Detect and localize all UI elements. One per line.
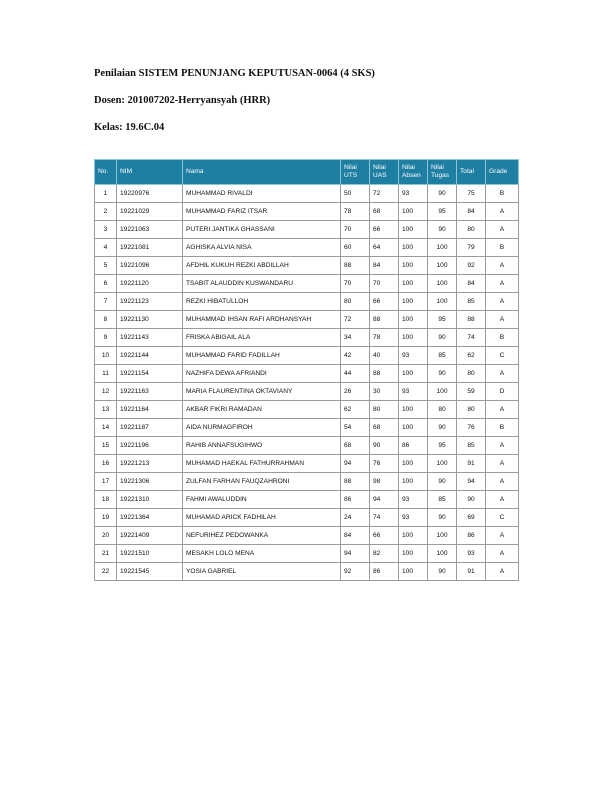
cell-tugas: 100: [428, 239, 457, 257]
cell-absen: 93: [399, 347, 428, 365]
cell-uas: 86: [370, 563, 399, 581]
cell-uts: 72: [341, 311, 370, 329]
cell-nim: 19221143: [117, 329, 183, 347]
cell-no: 20: [95, 527, 117, 545]
cell-tugas: 100: [428, 383, 457, 401]
cell-no: 10: [95, 347, 117, 365]
cell-nama: AKBAR FIKRI RAMADAN: [183, 401, 341, 419]
table-row: [95, 491, 519, 509]
cell-tugas: 95: [428, 203, 457, 221]
col-header-uas: Nilai UAS: [370, 160, 399, 185]
cell-total: 75: [457, 185, 486, 203]
cell-absen: 100: [399, 239, 428, 257]
grades-table: [94, 159, 519, 581]
cell-absen: 100: [399, 365, 428, 383]
cell-nama: MUHAMAD ARICK FADHILAH: [183, 509, 341, 527]
cell-absen: 93: [399, 185, 428, 203]
cell-nama: PUTERI JANTIKA GHASSANI: [183, 221, 341, 239]
cell-nim: 19221409: [117, 527, 183, 545]
table-row: [95, 365, 519, 383]
cell-tugas: 100: [428, 275, 457, 293]
cell-nim: 19221130: [117, 311, 183, 329]
cell-total: 91: [457, 455, 486, 473]
table-row: [95, 239, 519, 257]
table-row: [95, 311, 519, 329]
cell-total: 79: [457, 239, 486, 257]
cell-nim: 19221163: [117, 383, 183, 401]
cell-nim: 19221306: [117, 473, 183, 491]
cell-absen: 100: [399, 329, 428, 347]
cell-no: 9: [95, 329, 117, 347]
cell-absen: 93: [399, 491, 428, 509]
cell-tugas: 100: [428, 545, 457, 563]
col-header-nim: NIM: [117, 160, 183, 185]
cell-tugas: 80: [428, 401, 457, 419]
cell-nama: MESAKH LOLO MENA: [183, 545, 341, 563]
cell-uts: 50: [341, 185, 370, 203]
cell-uts: 78: [341, 203, 370, 221]
cell-grade: A: [486, 527, 519, 545]
cell-total: 84: [457, 203, 486, 221]
cell-uts: 94: [341, 545, 370, 563]
cell-grade: A: [486, 221, 519, 239]
cell-uas: 64: [370, 239, 399, 257]
cell-tugas: 90: [428, 221, 457, 239]
cell-uts: 94: [341, 455, 370, 473]
cell-uas: 94: [370, 491, 399, 509]
table-row: [95, 293, 519, 311]
cell-no: 4: [95, 239, 117, 257]
cell-total: 93: [457, 545, 486, 563]
cell-no: 21: [95, 545, 117, 563]
cell-absen: 100: [399, 527, 428, 545]
cell-tugas: 95: [428, 437, 457, 455]
col-header-nama: Nama: [183, 160, 341, 185]
cell-total: 59: [457, 383, 486, 401]
cell-absen: 100: [399, 545, 428, 563]
cell-uas: 90: [370, 437, 399, 455]
cell-nim: 19221063: [117, 221, 183, 239]
cell-total: 84: [457, 275, 486, 293]
cell-nim: 19221187: [117, 419, 183, 437]
cell-no: 15: [95, 437, 117, 455]
cell-no: 11: [95, 365, 117, 383]
cell-grade: A: [486, 401, 519, 419]
cell-grade: B: [486, 419, 519, 437]
col-header-absen: Nilai Absen: [399, 160, 428, 185]
cell-no: 18: [95, 491, 117, 509]
cell-no: 7: [95, 293, 117, 311]
table-row: [95, 401, 519, 419]
cell-tugas: 90: [428, 365, 457, 383]
cell-absen: 100: [399, 203, 428, 221]
cell-absen: 100: [399, 311, 428, 329]
cell-nim: 19221164: [117, 401, 183, 419]
cell-uas: 66: [370, 527, 399, 545]
cell-total: 92: [457, 257, 486, 275]
table-row: [95, 563, 519, 581]
cell-uts: 88: [341, 257, 370, 275]
cell-uas: 82: [370, 545, 399, 563]
cell-total: 62: [457, 347, 486, 365]
cell-grade: A: [486, 491, 519, 509]
cell-grade: A: [486, 257, 519, 275]
cell-absen: 100: [399, 221, 428, 239]
cell-no: 8: [95, 311, 117, 329]
cell-uas: 80: [370, 401, 399, 419]
cell-uts: 62: [341, 401, 370, 419]
cell-uas: 66: [370, 293, 399, 311]
cell-no: 5: [95, 257, 117, 275]
cell-nim: 19221213: [117, 455, 183, 473]
cell-grade: C: [486, 509, 519, 527]
cell-grade: D: [486, 383, 519, 401]
table-row: [95, 275, 519, 293]
cell-nama: MUHAMMAD FARIZ ITSAR: [183, 203, 341, 221]
cell-grade: A: [486, 311, 519, 329]
cell-nama: AGHISKA ALVIA NISA: [183, 239, 341, 257]
cell-tugas: 100: [428, 455, 457, 473]
cell-absen: 100: [399, 455, 428, 473]
cell-nama: MUHAMAD HAEKAL FATHURRAHMAN: [183, 455, 341, 473]
cell-nama: ZULFAN FARHAN FAUQZAHRONI: [183, 473, 341, 491]
cell-uas: 88: [370, 311, 399, 329]
table-row: [95, 203, 519, 221]
cell-nim: 19221029: [117, 203, 183, 221]
cell-nim: 19221545: [117, 563, 183, 581]
cell-nama: NAZHIFA DEWA AFRIANDI: [183, 365, 341, 383]
cell-no: 13: [95, 401, 117, 419]
cell-total: 85: [457, 437, 486, 455]
cell-grade: A: [486, 203, 519, 221]
cell-uts: 24: [341, 509, 370, 527]
cell-uas: 72: [370, 185, 399, 203]
cell-nim: 19221144: [117, 347, 183, 365]
cell-tugas: 90: [428, 329, 457, 347]
course-title: Penilaian SISTEM PENUNJANG KEPUTUSAN-0064 (4 SKS): [94, 68, 375, 79]
col-header-grade: Grade: [486, 160, 519, 185]
cell-grade: A: [486, 293, 519, 311]
cell-nim: 19221154: [117, 365, 183, 383]
cell-no: 19: [95, 509, 117, 527]
table-row: [95, 329, 519, 347]
cell-absen: 93: [399, 509, 428, 527]
cell-uts: 26: [341, 383, 370, 401]
col-header-no: No.: [95, 160, 117, 185]
table-row: [95, 419, 519, 437]
cell-nama: MUHAMMAD IHSAN RAFI ARDHANSYAH: [183, 311, 341, 329]
table-row: [95, 473, 519, 491]
cell-nama: MARIA FLAURENTINA OKTAVIANY: [183, 383, 341, 401]
cell-grade: A: [486, 455, 519, 473]
cell-grade: C: [486, 347, 519, 365]
cell-uas: 76: [370, 455, 399, 473]
cell-uts: 60: [341, 239, 370, 257]
cell-total: 88: [457, 311, 486, 329]
cell-nama: MUHAMMAD RIVALDI: [183, 185, 341, 203]
cell-uas: 70: [370, 275, 399, 293]
cell-total: 86: [457, 527, 486, 545]
cell-tugas: 100: [428, 527, 457, 545]
cell-nim: 19221123: [117, 293, 183, 311]
cell-tugas: 90: [428, 185, 457, 203]
cell-total: 85: [457, 293, 486, 311]
lecturer-line: Dosen: 201007202-Herryansyah (HRR): [94, 95, 271, 106]
cell-uas: 68: [370, 419, 399, 437]
cell-no: 16: [95, 455, 117, 473]
cell-total: 80: [457, 365, 486, 383]
cell-uts: 84: [341, 527, 370, 545]
cell-total: 69: [457, 509, 486, 527]
cell-nama: RAHIB ANNAFSUGIHWO: [183, 437, 341, 455]
cell-absen: 100: [399, 563, 428, 581]
col-header-total: Total: [457, 160, 486, 185]
cell-absen: 100: [399, 293, 428, 311]
cell-nama: AFDHIL KUKUH REZKI ABDILLAH: [183, 257, 341, 275]
table-row: [95, 455, 519, 473]
table-header-row: [95, 160, 519, 185]
cell-grade: B: [486, 239, 519, 257]
cell-nama: MUHAMMAD FARID FADILLAH: [183, 347, 341, 365]
cell-uas: 98: [370, 473, 399, 491]
cell-uas: 66: [370, 221, 399, 239]
cell-nim: 19221096: [117, 257, 183, 275]
cell-nama: AIDA NURMAGFIROH: [183, 419, 341, 437]
col-header-uts: Nilai UTS: [341, 160, 370, 185]
cell-absen: 100: [399, 257, 428, 275]
cell-no: 1: [95, 185, 117, 203]
cell-uts: 88: [341, 473, 370, 491]
cell-tugas: 85: [428, 491, 457, 509]
cell-total: 80: [457, 221, 486, 239]
cell-uts: 70: [341, 221, 370, 239]
cell-absen: 86: [399, 437, 428, 455]
cell-total: 91: [457, 563, 486, 581]
cell-nim: 19221196: [117, 437, 183, 455]
cell-total: 74: [457, 329, 486, 347]
table-row: [95, 221, 519, 239]
cell-uts: 80: [341, 293, 370, 311]
table-row: [95, 527, 519, 545]
cell-nama: TSABIT ALAUDDIN KUSWANDARU: [183, 275, 341, 293]
cell-total: 80: [457, 401, 486, 419]
table-row: [95, 509, 519, 527]
table-body: [95, 185, 519, 581]
cell-uas: 78: [370, 329, 399, 347]
cell-nim: 19221364: [117, 509, 183, 527]
table-row: [95, 437, 519, 455]
cell-nama: FRISKA ABIGAIL ALA: [183, 329, 341, 347]
cell-no: 2: [95, 203, 117, 221]
cell-tugas: 90: [428, 563, 457, 581]
cell-absen: 100: [399, 419, 428, 437]
cell-uts: 68: [341, 437, 370, 455]
cell-uas: 30: [370, 383, 399, 401]
cell-no: 12: [95, 383, 117, 401]
cell-tugas: 90: [428, 473, 457, 491]
cell-nim: 19221510: [117, 545, 183, 563]
table-row: [95, 257, 519, 275]
cell-uas: 68: [370, 203, 399, 221]
cell-uts: 42: [341, 347, 370, 365]
cell-uas: 40: [370, 347, 399, 365]
cell-tugas: 90: [428, 509, 457, 527]
cell-nim: 19221120: [117, 275, 183, 293]
cell-uts: 44: [341, 365, 370, 383]
cell-absen: 100: [399, 275, 428, 293]
cell-uas: 84: [370, 257, 399, 275]
class-line: Kelas: 19.6C.04: [94, 122, 165, 133]
cell-total: 76: [457, 419, 486, 437]
cell-no: 22: [95, 563, 117, 581]
cell-no: 6: [95, 275, 117, 293]
cell-tugas: 100: [428, 293, 457, 311]
cell-tugas: 100: [428, 257, 457, 275]
cell-grade: A: [486, 545, 519, 563]
cell-nama: REZKI HIBATULLOH: [183, 293, 341, 311]
cell-no: 14: [95, 419, 117, 437]
table-row: [95, 545, 519, 563]
cell-uts: 92: [341, 563, 370, 581]
cell-grade: A: [486, 437, 519, 455]
cell-uts: 86: [341, 491, 370, 509]
cell-uts: 70: [341, 275, 370, 293]
cell-grade: A: [486, 563, 519, 581]
cell-uas: 74: [370, 509, 399, 527]
cell-tugas: 85: [428, 347, 457, 365]
cell-nama: NEFURIHEZ PEDOWANKA: [183, 527, 341, 545]
cell-nama: YOSIA GABRIEL: [183, 563, 341, 581]
cell-no: 3: [95, 221, 117, 239]
table-row: [95, 383, 519, 401]
cell-grade: A: [486, 365, 519, 383]
cell-nim: 19220976: [117, 185, 183, 203]
cell-nama: FAHMI AWALUDDIN: [183, 491, 341, 509]
cell-uts: 54: [341, 419, 370, 437]
cell-absen: 100: [399, 473, 428, 491]
cell-tugas: 95: [428, 311, 457, 329]
col-header-tugas: Nilai Tugas: [428, 160, 457, 185]
cell-grade: A: [486, 473, 519, 491]
cell-nim: 19221310: [117, 491, 183, 509]
cell-grade: A: [486, 275, 519, 293]
cell-grade: B: [486, 329, 519, 347]
cell-tugas: 90: [428, 419, 457, 437]
table-row: [95, 185, 519, 203]
cell-absen: 100: [399, 401, 428, 419]
cell-nim: 19221081: [117, 239, 183, 257]
cell-absen: 93: [399, 383, 428, 401]
cell-total: 94: [457, 473, 486, 491]
cell-total: 90: [457, 491, 486, 509]
cell-no: 17: [95, 473, 117, 491]
cell-uts: 34: [341, 329, 370, 347]
cell-uas: 88: [370, 365, 399, 383]
cell-grade: B: [486, 185, 519, 203]
table-row: [95, 347, 519, 365]
